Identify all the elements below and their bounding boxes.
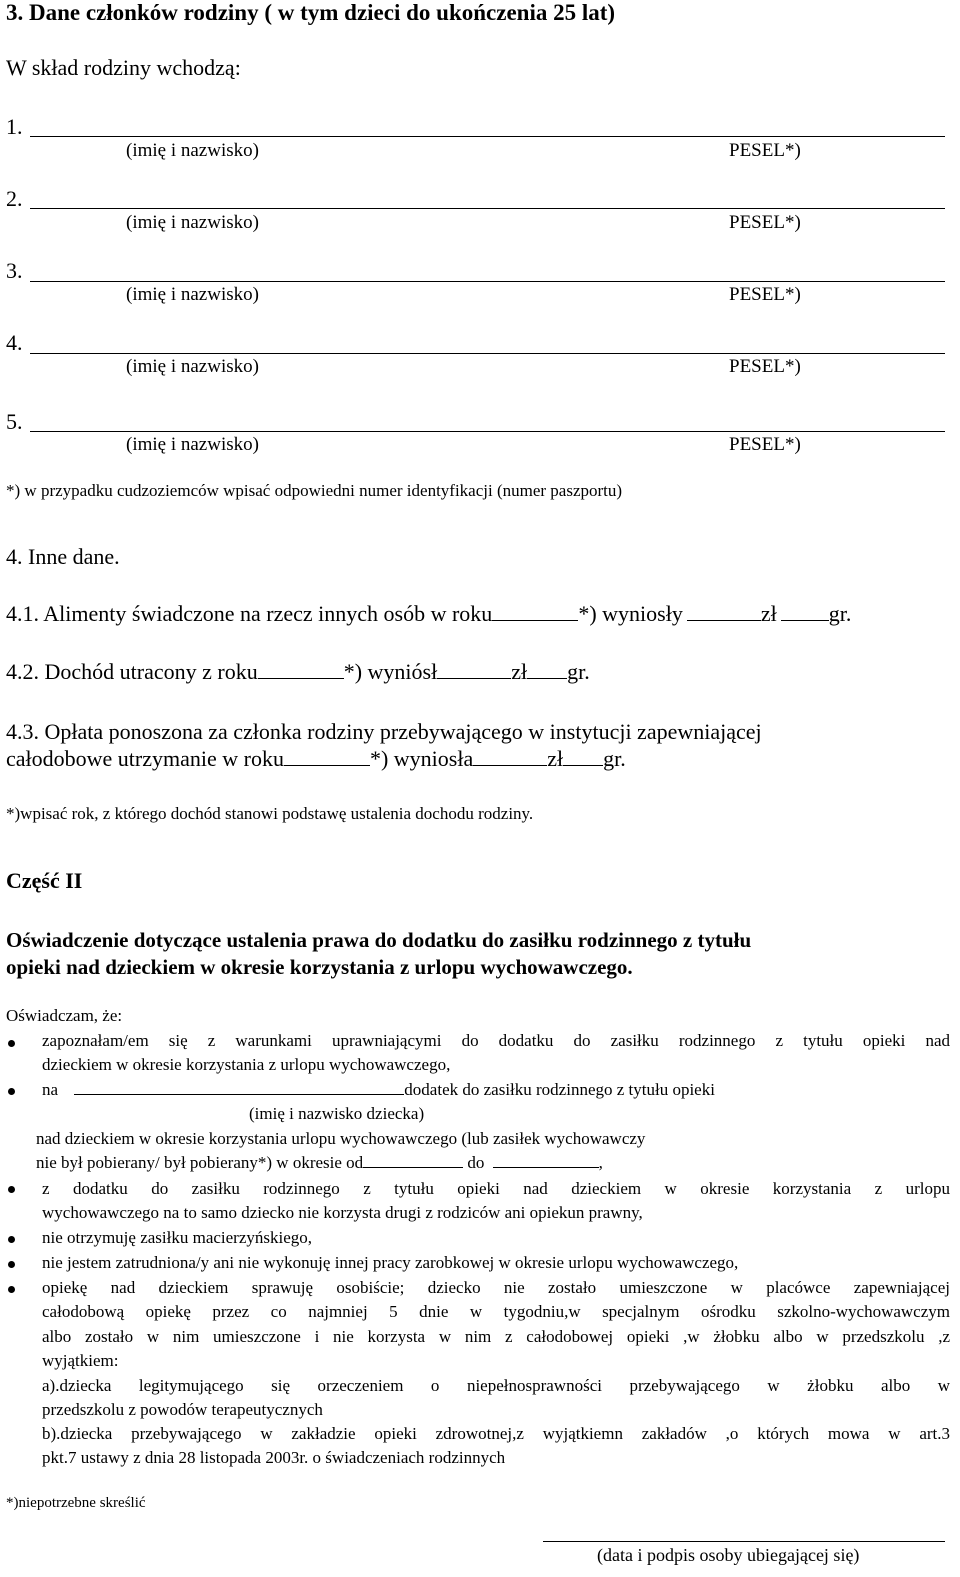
- bullet-icon: [8, 1040, 15, 1047]
- exception-a-line1: a).dziecka legitymującego się orzeczeniem o niepełnosprawności przebywającego w żłobku albo w: [42, 1376, 950, 1395]
- gr-label: gr.: [603, 746, 626, 771]
- zl-field[interactable]: [687, 619, 761, 621]
- zl-field[interactable]: [437, 677, 511, 679]
- zl-label: zł: [760, 601, 777, 626]
- bullet-6-line2: całodobową opiekę przez co najmniej 5 dnie w tygodniu,w specjalnym ośrodku szkolno-wychowawczym: [42, 1302, 950, 1321]
- member-name-field[interactable]: [30, 136, 945, 137]
- item-4-1: [6, 601, 851, 627]
- amount-label: *) wyniosły: [578, 601, 683, 626]
- part-2-title: Część II: [6, 868, 83, 893]
- family-intro: W skład rodziny wchodzą:: [6, 55, 241, 80]
- part-2-heading-2: opieki nad dzieckiem w okresie korzystania z urlopu wychowawczego.: [6, 955, 633, 979]
- zl-label: zł: [547, 746, 564, 771]
- bullet-6-line3: albo zostało w nim umieszczone i nie korzysta w nim z całodobowej opieki ,w żłobku albo w przedszkolu ,z: [42, 1327, 950, 1346]
- member-number: 5.: [6, 409, 23, 434]
- pesel-caption: PESEL*): [729, 212, 801, 233]
- item-4-3-line2: [6, 746, 626, 772]
- bullet-6-line4: wyjątkiem:: [42, 1351, 119, 1370]
- pesel-caption: PESEL*): [729, 434, 801, 455]
- pesel-caption: PESEL*): [729, 284, 801, 305]
- pesel-caption: PESEL*): [729, 356, 801, 377]
- exception-b-line2: pkt.7 ustawy z dnia 28 listopada 2003r. o świadczeniach rodzinnych: [42, 1448, 506, 1467]
- member-number: 4.: [6, 330, 23, 355]
- member-name-field[interactable]: [30, 353, 945, 354]
- bullet-6-line1: opiekę nad dzieckiem sprawuję osobiście; dziecko nie zostało umieszczone w placówce zapewniającej: [42, 1278, 950, 1297]
- bullet-icon: [8, 1186, 15, 1193]
- section-3-title: 3. Dane członków rodziny ( w tym dzieci do ukończenia 25 lat): [6, 0, 616, 25]
- comma: ,: [598, 1153, 603, 1172]
- part-2-heading: Oświadczenie dotyczące ustalenia prawa do dodatku do zasiłku rodzinnego z tytułu: [6, 928, 752, 952]
- gr-label: gr.: [567, 659, 590, 684]
- item-4-3-line1: 4.3. Opłata ponoszona za członka rodziny przebywającego w instytucji zapewniającej: [6, 719, 762, 744]
- item-4-2: [6, 659, 590, 685]
- signature-field[interactable]: [543, 1541, 945, 1542]
- member-name-field[interactable]: [30, 281, 945, 282]
- child-name-caption: (imię i nazwisko dziecka): [249, 1104, 425, 1123]
- exception-b-line1: b).dziecka przebywającego w zakładzie opieki zdrowotnej,z wyjątkiemn zakładów ,o których mowa w art.3: [42, 1424, 950, 1443]
- bullet-5: nie jestem zatrudniona/y ani nie wykonuję innej pracy zarobkowej w okresie urlopu wychowawczego,: [42, 1253, 739, 1272]
- member-name-field[interactable]: [30, 431, 945, 432]
- gr-field[interactable]: [527, 677, 567, 679]
- member-number: 2.: [6, 186, 23, 211]
- bullet-icon: [8, 1261, 15, 1268]
- bullet-1-line1: zapoznałam/em się z warunkami uprawniającymi do dodatku do zasiłku rodzinnego z tytułu opieki nad: [42, 1031, 950, 1050]
- bullet-2-line3: nad dzieckiem w okresie korzystania urlopu wychowawczego (lub zasiłek wychowawczy: [36, 1129, 646, 1148]
- item-4-3-label: całodobowe utrzymanie w roku: [6, 746, 284, 771]
- amount-label: *) wyniósł: [343, 659, 438, 684]
- name-caption: (imię i nazwisko): [126, 434, 259, 455]
- bullet-icon: [8, 1236, 15, 1243]
- bullet-1-line2: dzieckiem w okresie korzystania z urlopu wychowawczego,: [42, 1055, 451, 1074]
- bullet-3-line2: wychowawczego na to samo dziecko nie korzysta drugi z rodziców ani opiekun prawny,: [42, 1203, 643, 1222]
- year-field[interactable]: [258, 677, 344, 679]
- declare-label: Oświadczam, że:: [6, 1006, 123, 1025]
- bullet-3-line1: z dodatku do zasiłku rodzinnego z tytułu opieki nad dzieckiem w okresie korzystania z urlopu: [42, 1179, 950, 1198]
- name-caption: (imię i nazwisko): [126, 284, 259, 305]
- na-label: na: [42, 1080, 59, 1099]
- date-from-field[interactable]: [363, 1166, 463, 1168]
- year-field[interactable]: [492, 619, 578, 621]
- bullet-icon: [8, 1088, 15, 1095]
- passport-footnote: *) w przypadku cudzoziemców wpisać odpowiedni numer identyfikacji (numer paszportu): [6, 481, 623, 500]
- bullet-4: nie otrzymuję zasiłku macierzyńskiego,: [42, 1228, 313, 1247]
- name-caption: (imię i nazwisko): [126, 140, 259, 161]
- item-4-1-label: 4.1. Alimenty świadczone na rzecz innych osób w roku: [6, 601, 493, 626]
- member-number: 1.: [6, 114, 23, 139]
- to-label: do: [467, 1153, 485, 1172]
- signature-caption: (data i podpis osoby ubiegającej się): [597, 1545, 860, 1565]
- bullet-2-text: dodatek do zasiłku rodzinnego z tytułu opieki: [404, 1080, 715, 1099]
- year-footnote: *)wpisać rok, z którego dochód stanowi podstawę ustalenia dochodu rodziny.: [6, 804, 534, 823]
- section-4-title: 4. Inne dane.: [6, 544, 120, 569]
- name-caption: (imię i nazwisko): [126, 212, 259, 233]
- item-4-2-label: 4.2. Dochód utracony z roku: [6, 659, 258, 684]
- pesel-caption: PESEL*): [729, 140, 801, 161]
- bullet-2-line4: [36, 1153, 603, 1173]
- bullet-icon: [8, 1286, 15, 1293]
- year-field[interactable]: [284, 764, 370, 766]
- period-label: nie był pobierany/ był pobierany*) w okresie od: [36, 1153, 364, 1172]
- gr-field[interactable]: [781, 619, 829, 621]
- gr-field[interactable]: [563, 764, 603, 766]
- member-number: 3.: [6, 258, 23, 283]
- zl-field[interactable]: [473, 764, 547, 766]
- gr-label: gr.: [828, 601, 852, 626]
- amount-label: *) wyniosła: [369, 746, 474, 771]
- child-name-field[interactable]: [74, 1093, 404, 1095]
- date-to-field[interactable]: [493, 1166, 599, 1168]
- exception-a-line2: przedszkolu z powodów terapeutycznych: [42, 1400, 323, 1419]
- name-caption: (imię i nazwisko): [126, 356, 259, 377]
- zl-label: zł: [511, 659, 528, 684]
- bullet-2-line1: [42, 1080, 715, 1100]
- member-name-field[interactable]: [30, 208, 945, 209]
- strike-footnote: *)niepotrzebne skreślić: [6, 1495, 146, 1511]
